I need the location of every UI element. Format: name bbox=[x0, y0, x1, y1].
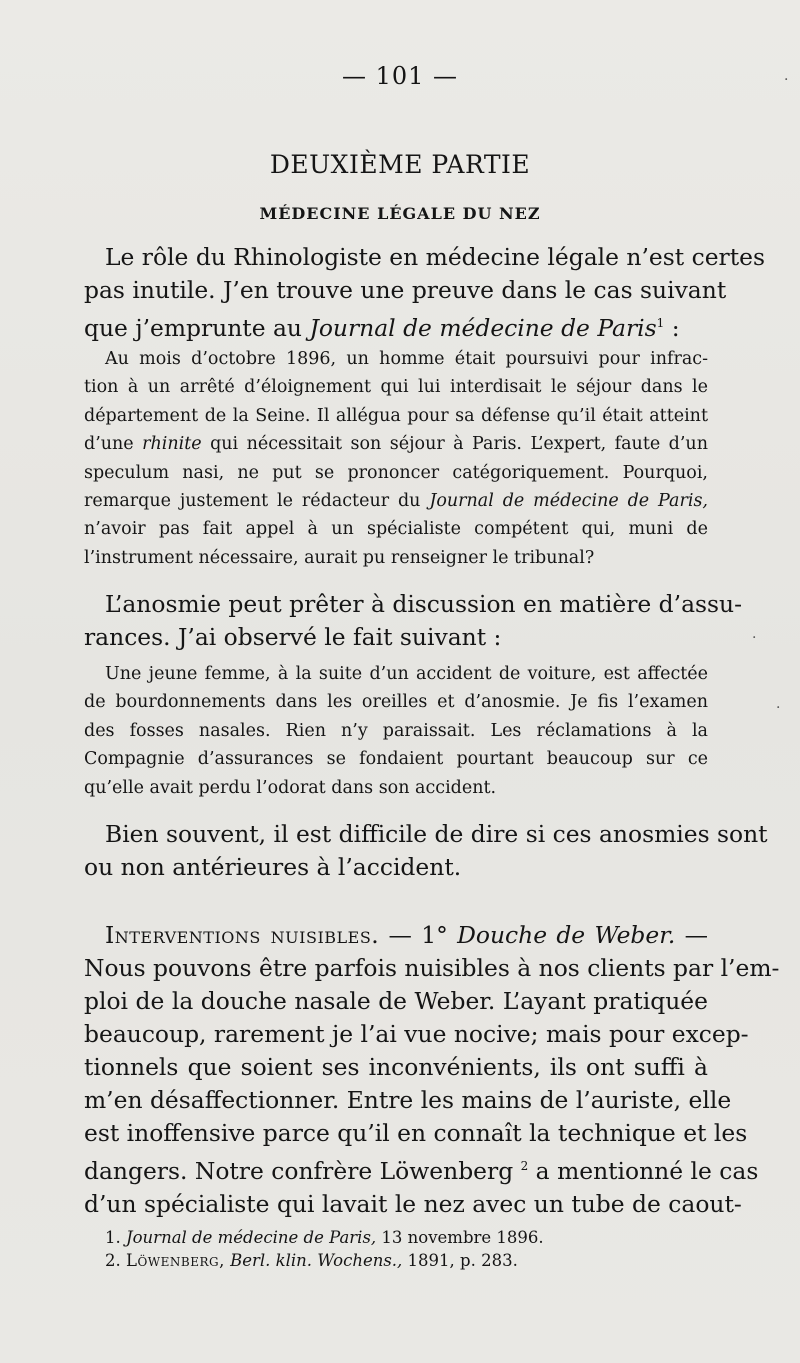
author-name: Löwenberg, bbox=[126, 1251, 225, 1270]
text-line bbox=[84, 430, 708, 458]
paragraph-anterieures bbox=[84, 818, 768, 884]
paragraph-intro bbox=[84, 241, 765, 345]
journal-title: Journal de médecine de Paris, bbox=[126, 1228, 377, 1247]
text-line: département de la Seine. Il allégua pour sa défense qu’il était atteint bbox=[84, 405, 708, 426]
footnote-1 bbox=[84, 1226, 708, 1249]
quotation-case-1 bbox=[84, 345, 708, 572]
part-title: DEUXIÈME PARTIE bbox=[269, 150, 531, 179]
quotation-case-2 bbox=[84, 660, 708, 802]
journal-title: Journal de médecine de Paris, bbox=[429, 491, 708, 512]
page-number: — 101 — bbox=[341, 62, 459, 90]
text-line: speculum nasi, ne put se prononcer catégoriquement. Pourquoi, bbox=[84, 462, 708, 483]
margin-mark: · bbox=[784, 72, 789, 88]
footnotes bbox=[84, 1226, 708, 1272]
text-line: est inoffensive parce qu’il en connaît la technique et les bbox=[84, 1119, 748, 1147]
subsection-heading: Interventions nuisibles. bbox=[105, 921, 380, 949]
text-line: Bien souvent, il est difficile de dire si ces anosmies sont bbox=[105, 820, 768, 848]
term-rhinite: rhinite bbox=[142, 434, 202, 455]
footnote-number: 1. bbox=[105, 1228, 126, 1247]
text-run: a mentionné le cas bbox=[528, 1156, 759, 1185]
margin-mark: · bbox=[776, 700, 781, 716]
footnote-number: 2. bbox=[105, 1251, 126, 1270]
text-run: — bbox=[675, 921, 709, 949]
text-run: 1891, p. 283. bbox=[402, 1251, 518, 1270]
text-line: qu’elle avait perdu l’odorat dans son accident. bbox=[84, 777, 497, 798]
text-line: Une jeune femme, à la suite d’un accident de voiture, est affectée bbox=[105, 664, 708, 684]
text-run: : bbox=[664, 313, 680, 342]
text-line: tion à un arrêté d’éloignement qui lui interdisait le séjour dans le bbox=[84, 377, 708, 398]
footnote-ref: 2 bbox=[520, 1159, 529, 1173]
text-line: des fosses nasales. Rien n’y paraissait. Les réclamations à la bbox=[84, 720, 708, 741]
douche-de-weber: Douche de Weber. bbox=[457, 921, 676, 949]
margin-mark: · bbox=[752, 630, 757, 646]
text-line: pas inutile. J’en trouve une preuve dans le cas suivant bbox=[84, 276, 727, 304]
journal-title: Journal de médecine de Paris bbox=[309, 313, 657, 342]
text-line: n’avoir pas fait appel à un spécialiste compétent qui, muni de bbox=[84, 519, 708, 540]
footnote-2 bbox=[84, 1249, 708, 1272]
text-line: beaucoup, rarement je l’ai vue nocive; mais pour excep- bbox=[84, 1020, 749, 1048]
footnote-ref: 1 bbox=[656, 316, 665, 330]
text-run: que j’emprunte au bbox=[84, 313, 310, 342]
text-line: Nous pouvons être parfois nuisibles à nos clients par l’em- bbox=[84, 954, 780, 982]
text-line: tionnels que soient ses inconvénients, ils ont suffi à bbox=[84, 1053, 708, 1081]
paragraph-interventions bbox=[84, 919, 780, 1221]
text-line: ploi de la douche nasale de Weber. L’ayant pratiquée bbox=[84, 987, 708, 1015]
text-line: Le rôle du Rhinologiste en médecine légale n’est certes bbox=[105, 243, 765, 271]
text-line: Au mois d’octobre 1896, un homme était poursuivi pour infrac- bbox=[105, 349, 708, 369]
text-line bbox=[84, 487, 708, 515]
text-line: ou non antérieures à l’accident. bbox=[84, 853, 462, 881]
text-line: Compagnie d’assurances se fondaient pourtant beaucoup sur ce bbox=[84, 749, 708, 770]
text-line bbox=[84, 307, 708, 345]
text-line: m’en désaffectionner. Entre les mains de l’auriste, elle bbox=[84, 1086, 732, 1114]
journal-title: Berl. klin. Wochens., bbox=[224, 1251, 403, 1270]
text-line: l’instrument nécessaire, aurait pu renseigner le tribunal? bbox=[84, 547, 595, 568]
text-line: d’un spécialiste qui lavait le nez avec un tube de caout- bbox=[84, 1189, 742, 1218]
text-line: L’anosmie peut prêter à discussion en matière d’assu- bbox=[105, 590, 743, 618]
text-run: dangers. Notre confrère Löwenberg bbox=[84, 1156, 521, 1185]
paragraph-anosmie bbox=[84, 588, 743, 654]
text-line bbox=[84, 1150, 759, 1188]
text-line bbox=[84, 919, 708, 952]
text-run: 13 novembre 1896. bbox=[376, 1228, 544, 1247]
section-title: MÉDECINE LÉGALE DU NEZ bbox=[259, 204, 541, 223]
text-run: remarque justement le rédacteur du bbox=[84, 491, 430, 512]
text-run: d’une bbox=[84, 434, 143, 455]
text-line: de bourdonnements dans les oreilles et d’anosmie. Je fis l’examen bbox=[84, 692, 708, 713]
text-line: rances. J’ai observé le fait suivant : bbox=[84, 623, 502, 651]
text-run: — 1° bbox=[379, 921, 458, 949]
text-run: qui nécessitait son séjour à Paris. L’expert, faute d’un bbox=[201, 434, 708, 455]
